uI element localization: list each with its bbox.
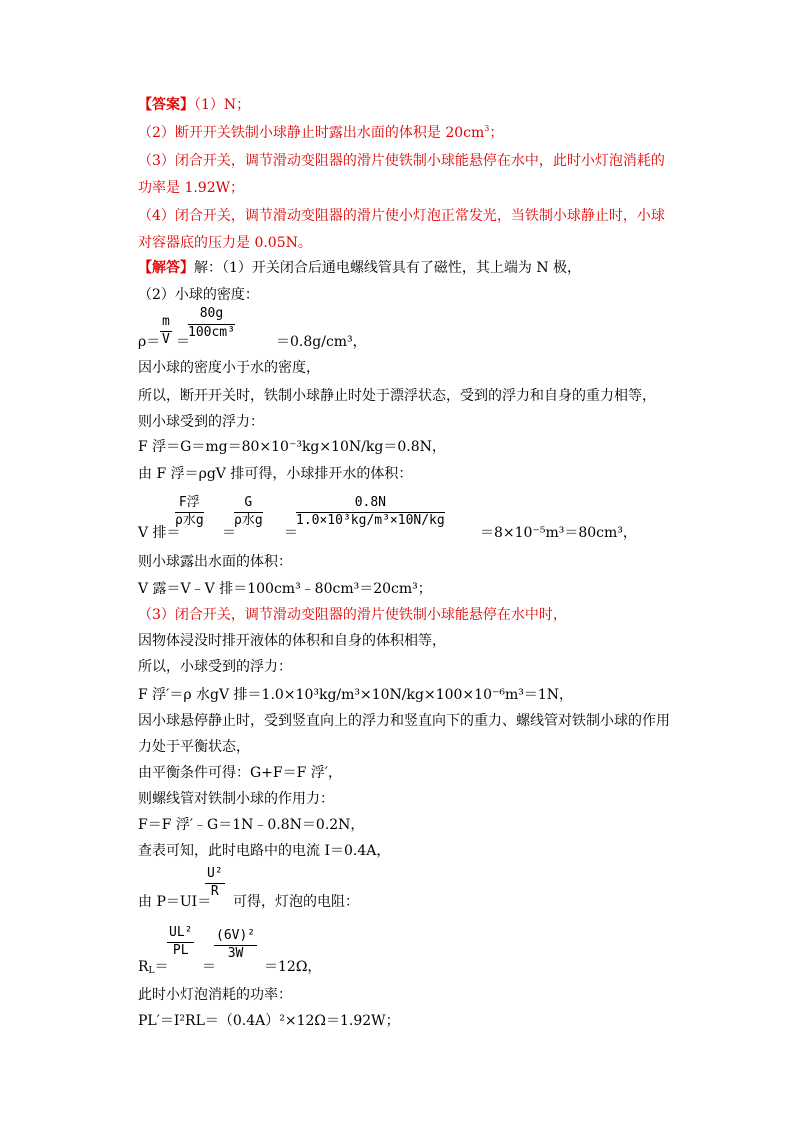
buoyancy-calc: F 浮＝G＝mg＝80×10⁻³kg×10N/kg＝0.8N， bbox=[138, 439, 446, 455]
answer-line-1 bbox=[138, 96, 250, 114]
rho-fraction-m-v: $\frac{m}{V}$ bbox=[162, 314, 170, 347]
part-3-buoy-intro: 所以，小球受到的浮力： bbox=[138, 659, 292, 675]
part-3-balance-1: 因小球悬停静止时，受到竖直向上的浮力和竖直向下的重力、螺线管对铁制小球的作用 bbox=[138, 713, 670, 729]
resistance-fraction-2: $\frac{\text{(6V)²}}{3W}$ bbox=[216, 928, 256, 961]
part-3-volume: 因物体浸没时排开液体的体积和自身的体积相等， bbox=[138, 633, 446, 649]
answer-4-line-1: （4）闭合开关，调节滑动变阻器的滑片使小灯泡正常发光，当铁制小球静止时，小球 bbox=[138, 208, 665, 224]
buoyancy-intro: 则小球受到的浮力： bbox=[138, 414, 264, 430]
solution-tag: 【解答】 bbox=[138, 260, 194, 276]
solution-line-1: 【解答】解：（1）开关闭合后通电螺线管具有了磁性，其上端为 N 极， bbox=[138, 260, 582, 276]
rho-formula: ρ＝ bbox=[138, 334, 161, 350]
exposed-intro: 则小球露出水面的体积： bbox=[138, 554, 292, 570]
answer-3-line-1: （3）闭合开关，调节滑动变阻器的滑片使铁制小球能悬停在水中，此时小灯泡消耗的 bbox=[138, 153, 665, 169]
lamp-power-intro: 此时小灯泡消耗的功率： bbox=[138, 987, 292, 1003]
rho-fraction-values: $\frac{80g}{\text{100cm³}}$ bbox=[188, 306, 235, 340]
answer-1: （1）N； bbox=[194, 97, 251, 113]
floating-state: 所以，断开开关时，铁制小球静止时处于漂浮状态，受到的浮力和自身的重力相等， bbox=[138, 388, 656, 404]
part-3-intro: （3）闭合开关，调节滑动变阻器的滑片使铁制小球能悬停在水中时， bbox=[138, 607, 567, 623]
lamp-power-calc: PL′＝I²RL＝（0.4A）²×12Ω＝1.92W； bbox=[138, 1013, 400, 1029]
v-fraction-3: $\frac{0.8N}{\text{1.0×10³kg/m³×10N/kg}}$ bbox=[296, 495, 445, 528]
resistance-fraction-1: $\frac{\text{UL²}}{PL}$ bbox=[169, 925, 193, 958]
answer-tag: 【答案】 bbox=[138, 97, 194, 113]
resistance-prefix: $R_L=$ bbox=[138, 959, 169, 976]
power-fraction: $\frac{\text{U²}}{R}$ bbox=[207, 866, 223, 899]
part-3-buoy-calc: F 浮′＝ρ 水gV 排＝1.0×10³kg/m³×10N/kg×100×10⁻⁶m³＝1N， bbox=[138, 687, 574, 703]
power-formula-prefix: 由 P＝UI＝ bbox=[138, 894, 212, 910]
v-formula-prefix: V 排＝ bbox=[138, 525, 181, 541]
v-fraction-2: G ρ水g bbox=[234, 495, 263, 528]
part-3-force-intro: 则螺线管对铁制小球的作用力： bbox=[138, 791, 334, 807]
answer-line-2: （2）断开开关铁制小球静止时露出水面的体积是 $20cm^3$； bbox=[138, 124, 504, 141]
volume-intro: 由 F 浮＝ρgV 排可得，小球排开水的体积： bbox=[138, 466, 413, 482]
answer-3-line-2: 功率是 1.92W； bbox=[138, 180, 245, 196]
part-3-balance-2: 力处于平衡状态， bbox=[138, 739, 250, 755]
part-3-current: 查表可知，此时电路中的电流 I＝0.4A， bbox=[138, 843, 391, 859]
exposed-calc: V 露＝V﹣V 排＝100cm³﹣80cm³＝20cm³； bbox=[138, 581, 432, 597]
part-3-force-calc: F＝F 浮′﹣G＝1N﹣0.8N＝0.2N， bbox=[138, 817, 365, 833]
v-fraction-1: F浮 ρ水g bbox=[175, 495, 204, 528]
density-less: 因小球的密度小于水的密度， bbox=[138, 360, 320, 376]
part-3-equilibrium: 由平衡条件可得：G+F＝F 浮′， bbox=[138, 765, 342, 781]
answer-4-line-2: 对容器底的压力是 0.05N。 bbox=[138, 235, 312, 251]
solution-2: （2）小球的密度： bbox=[138, 287, 259, 303]
